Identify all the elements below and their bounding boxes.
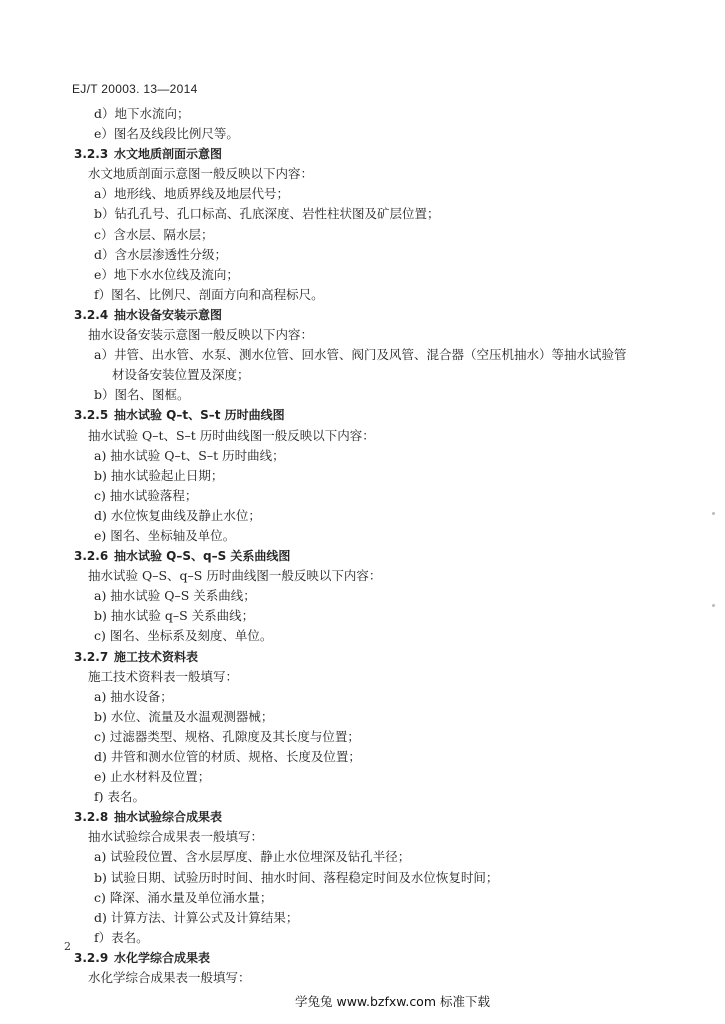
- list-item: 材设备安装位置及深度；: [112, 367, 250, 383]
- list-item: d) 计算方法、计算公式及计算结果；: [94, 909, 299, 925]
- list-item: c) 过滤器类型、规格、孔隙度及其长度与位置；: [94, 728, 360, 744]
- list-item: d) 水位恢复曲线及静止水位；: [94, 507, 261, 523]
- list-item: c) 图名、坐标系及刻度、单位。: [94, 628, 273, 644]
- scan-speck: [712, 604, 715, 607]
- list-item: e）图名及线段比例尺等。: [94, 126, 239, 142]
- list-item: d）地下水流向；: [94, 106, 190, 121]
- scan-speck: [712, 512, 715, 515]
- paragraph-line: 抽水试验综合成果表一般填写：: [88, 829, 264, 845]
- section-title: 抽水试验 Q–S、q–S 关系曲线图: [114, 549, 291, 564]
- list-item: c) 抽水试验落程；: [94, 487, 198, 503]
- paragraph-line: 水化学综合成果表一般填写：: [88, 970, 251, 986]
- list-item: a) 抽水设备；: [94, 688, 173, 704]
- list-item: b) 试验日期、试验历时时间、抽水时间、落程稳定时间及水位恢复时间；: [94, 869, 499, 885]
- list-item: a）井管、出水管、水泵、测水位管、回水管、阀门及风管、混合器（空压机抽水）等抽水试验管: [94, 347, 627, 363]
- document-body: [68, 104, 668, 988]
- list-item: c) 降深、涌水量及单位涌水量；: [94, 889, 273, 905]
- section-title: 施工技术资料表: [114, 649, 199, 664]
- list-item: a) 抽水试验 Q–t、S–t 历时曲线；: [94, 447, 285, 463]
- paragraph-line: 抽水试验 Q–t、S–t 历时曲线图一般反映以下内容：: [88, 427, 375, 443]
- list-item: f）表名。: [94, 929, 149, 945]
- list-item: b）图名、图框。: [94, 387, 190, 403]
- section-number: 3.2.5: [74, 408, 109, 423]
- section-heading: [68, 305, 668, 325]
- list-item: b）钻孔孔号、孔口标高、孔底深度、岩性柱状图及矿层位置；: [94, 206, 440, 222]
- section-heading: [68, 546, 668, 566]
- section-title: 水文地质剖面示意图: [114, 147, 223, 162]
- section-number: 3.2.7: [74, 649, 109, 664]
- section-title: 水化学综合成果表: [114, 950, 211, 965]
- list-item: f）图名、比例尺、剖面方向和高程标尺。: [94, 286, 324, 302]
- section-number: 3.2.3: [74, 147, 109, 162]
- paragraph-line: 抽水试验 Q–S、q–S 历时曲线图一般反映以下内容：: [88, 568, 382, 584]
- section-title: 抽水试验综合成果表: [114, 810, 223, 825]
- section-number: 3.2.8: [74, 810, 109, 825]
- list-item: f) 表名。: [94, 789, 145, 805]
- section-heading: [68, 647, 668, 667]
- section-heading: [68, 807, 668, 827]
- list-item: a) 试验段位置、含水层厚度、静止水位埋深及钻孔半径；: [94, 849, 411, 865]
- list-item: e）地下水水位线及流向；: [94, 266, 239, 282]
- list-item: d）含水层渗透性分级；: [94, 246, 228, 262]
- list-item: e) 止水材料及位置；: [94, 769, 211, 785]
- section-number: 3.2.9: [74, 950, 109, 965]
- paragraph-line: 施工技术资料表一般填写：: [88, 668, 239, 684]
- list-item: b) 水位、流量及水温观测器械；: [94, 708, 274, 724]
- section-heading: [68, 144, 668, 164]
- doc-code-header: EJ/T 20003. 13—2014: [72, 82, 198, 96]
- section-title: 抽水试验 Q–t、S–t 历时曲线图: [114, 408, 285, 423]
- list-item: c）含水层、隔水层；: [94, 226, 214, 242]
- list-item: e) 图名、坐标轴及单位。: [94, 527, 236, 543]
- watermark-footer: 学兔兔 www.bzfxw.com 标准下载: [295, 994, 490, 1009]
- list-item: a）地形线、地质界线及地层代号；: [94, 186, 289, 202]
- list-item: a) 抽水试验 Q–S 关系曲线；: [94, 588, 256, 604]
- paragraph-line: 水文地质剖面示意图一般反映以下内容：: [88, 166, 314, 182]
- section-heading: [68, 405, 668, 425]
- section-title: 抽水设备安装示意图: [114, 307, 223, 322]
- section-number: 3.2.4: [74, 307, 109, 322]
- list-item: d) 井管和测水位管的材质、规格、长度及位置；: [94, 749, 361, 764]
- paragraph-line: 抽水设备安装示意图一般反映以下内容：: [88, 327, 314, 343]
- list-item: b) 抽水试验 q–S 关系曲线；: [94, 608, 255, 624]
- list-item: b) 抽水试验起止日期；: [94, 467, 224, 483]
- section-heading: [68, 948, 668, 968]
- page-number: 2: [64, 940, 71, 953]
- section-number: 3.2.6: [74, 549, 109, 564]
